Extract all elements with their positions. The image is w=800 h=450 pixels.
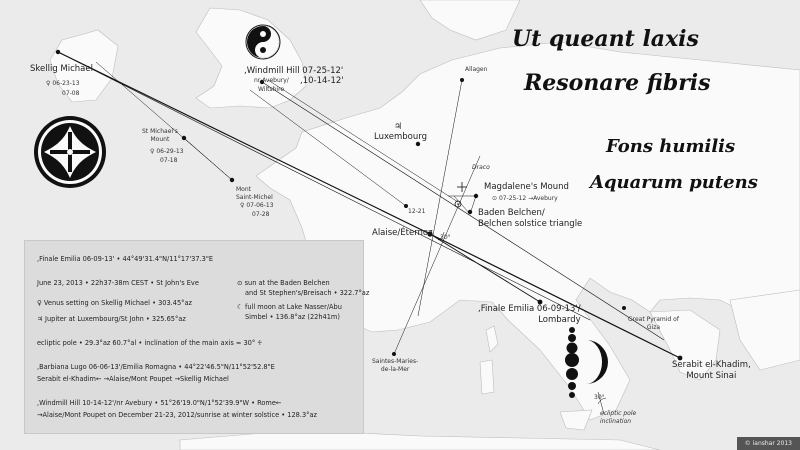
label-windmill: ,Windmill Hill 07-25-12' xyxy=(244,66,344,76)
label-magdalene: Magdalene's Mound xyxy=(484,182,569,192)
label-serabit: Serabit el-Khadim, Mount Sinai xyxy=(672,360,751,381)
info-line: ♀ Venus setting on Skellig Michael • 303.45°az xyxy=(37,299,192,307)
info-line: June 23, 2013 • 22h37-38m CEST • St John's Eve xyxy=(37,279,199,287)
label-magdalene-date: ⊙ 07-25-12 →Avebury xyxy=(492,195,558,202)
label-luxembourg: Luxembourg xyxy=(374,132,427,142)
label-stmichaels: St Michael's Mount xyxy=(142,128,178,143)
motto-line-3: Fons humilis xyxy=(606,136,736,157)
marker-skellig xyxy=(56,50,60,54)
marker-magdalene xyxy=(474,194,478,198)
label-1221: 12-21 xyxy=(408,208,426,215)
label-allagen: Allagen xyxy=(465,66,488,73)
info-right-line: ⊙ sun at the Baden Belchen xyxy=(237,279,330,287)
info-right-line: Simbel • 136.8°az (22h41m) xyxy=(245,313,340,321)
label-windmill-note2: Wiltshire xyxy=(258,86,285,93)
label-baden: Baden Belchen/ Belchen solstice triangle xyxy=(478,208,583,229)
label-30deg-b: 30° xyxy=(594,394,605,401)
info-line: ecliptic pole • 29.3°az 60.7°al • inclination of the main axis ≈ 30° ♱ xyxy=(37,339,263,347)
info-line: Serabit el-Khadim← →Alaise/Mont Poupet →Skellig Michael xyxy=(37,375,229,383)
label-montstmichel: Mont Saint-Michel xyxy=(236,186,273,201)
yin-yang-icon xyxy=(246,25,280,59)
info-line: ,Barbiana Lugo 06-06-13'/Emilia Romagna • 44°22'46.5"N/11°52'52.8"E xyxy=(37,363,275,371)
marker-allagen xyxy=(460,78,464,82)
marker-stmichaels xyxy=(182,136,186,140)
marker-baden xyxy=(468,210,472,214)
marker-giza xyxy=(622,306,626,310)
label-stmichaels-date2: 07-18 xyxy=(160,157,178,164)
copyright: © ianshar 2013 xyxy=(737,437,800,450)
label-montstmichel-date1: ♀ 07-06-13 xyxy=(240,202,274,209)
label-skellig-date1: ♀ 06-23-13 xyxy=(46,80,80,87)
info-right-line: and St Stephen's/Breisach • 322.7°az xyxy=(245,289,370,297)
info-right-line: ☾ full moon at Lake Nasser/Abu xyxy=(237,303,342,311)
label-draco: Draco xyxy=(472,164,490,171)
info-line: →Alaise/Mont Poupet on December 21-23, 2012/sunrise at winter solstice • 128.3°az xyxy=(37,411,317,419)
jupiter-symbol: ♃ xyxy=(394,122,403,132)
label-saintes: Saintes-Maries- de-la-Mer xyxy=(372,358,419,373)
label-giza: Great Pyramid of Giza xyxy=(628,316,679,331)
label-montstmichel-date2: 07-28 xyxy=(252,211,270,218)
info-line: ,Windmill Hill 10-14-12'/nr Avebury • 51°26'19.0"N/1°52'39.9"W • Rome← xyxy=(37,399,282,407)
motto-line-1: Ut queant laxis xyxy=(512,26,699,52)
info-line: ♃ Jupiter at Luxembourg/St John • 325.65°az xyxy=(37,315,186,323)
label-stmichaels-date1: ♀ 06-29-13 xyxy=(150,148,184,155)
info-line: ,Finale Emilia 06-09-13' • 44°49'31.4"N/11°17'37.3"E xyxy=(37,255,214,263)
label-finale: ,Finale Emilia 06-09-13'/ Lombardy xyxy=(478,304,581,325)
celtic-cross-icon xyxy=(34,116,106,188)
label-windmill-date2: ,10-14-12' xyxy=(300,76,344,86)
label-skellig-date2: 07-08 xyxy=(62,90,80,97)
marker-saintes xyxy=(392,352,396,356)
motto-line-2: Resonare fibris xyxy=(524,70,711,96)
marker-montstmichel xyxy=(230,178,234,182)
label-ecliptic: ecliptic pole inclination xyxy=(600,410,637,425)
motto-line-4: Aquarum putens xyxy=(590,172,758,193)
info-panel xyxy=(24,240,370,434)
label-windmill-note: nr Avebury/ xyxy=(254,77,289,84)
label-30deg: 30° xyxy=(440,234,451,241)
label-skellig: Skellig Michael xyxy=(30,64,93,74)
label-alaise: Alaise/Éternoz xyxy=(372,228,433,238)
